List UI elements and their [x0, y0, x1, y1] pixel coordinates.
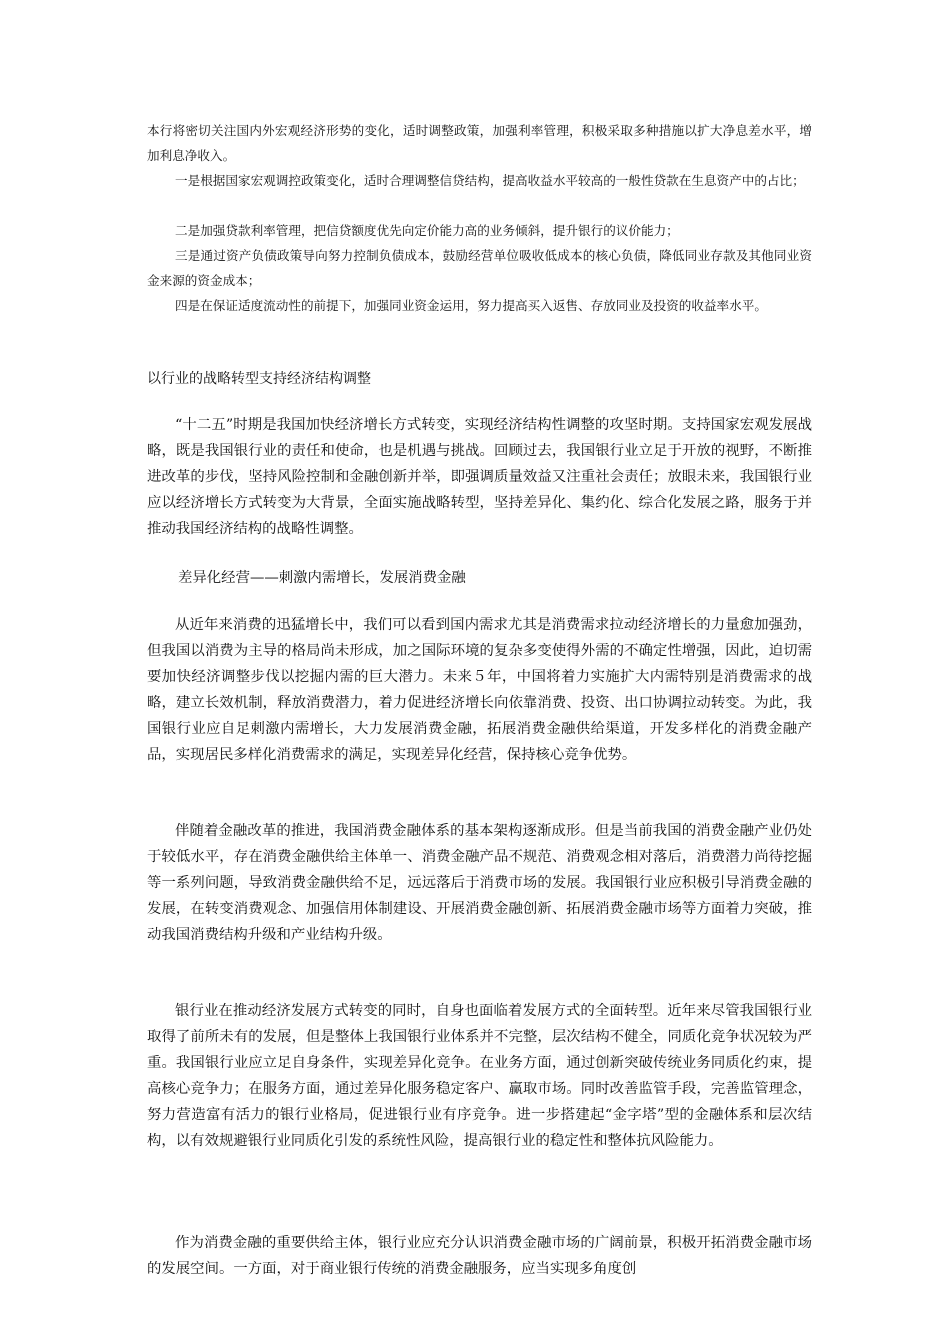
body-paragraph-banking-transformation: 银行业在推动经济发展方式转变的同时，自身也面临着发展方式的全面转型。近年来尽管我国银行业取得了前所未有的发展，但是整体上我国银行业体系并不完整，层次结构不健全，同质化竞争状况较为严重。我国银行业应立足自身条件，实现差异化竞争。在业务方面，通过创新突破传统业务同质化约束，提高核心竞争力；在服务方面，通过差异化服务稳定客户、赢取市场。同时改善监管手段，完善监管理念，努力营造富有活力的银行业格局，促进银行业有序竞争。进一步搭建起“金字塔”型的金融体系和层次结构，以有效规避银行业同质化引发的系统性风险，提高银行业的稳定性和整体抗风险能力。 — [147, 1003, 812, 1149]
sub-heading: 差异化经营——刺激内需增长，发展消费金融 — [178, 570, 466, 586]
body-paragraph-consumer-finance: 伴随着金融改革的推进，我国消费金融体系的基本架构逐渐成形。但是当前我国的消费金融产业仍处于较低水平，存在消费金融供给主体单一、消费金融产品不规范、消费观念相对落后，消费潜力尚待挖掘等一系列问题，导致消费金融供给不足，远远落后于消费市场的发展。我国银行业应积极引导消费金融的发展，在转变消费观念、加强信用体制建设、开展消费金融创新、拓展消费金融市场等方面着力突破，推动我国消费结构升级和产业结构升级。 — [147, 823, 812, 943]
paragraph-item-four: 四是在保证适度流动性的前提下，加强同业资金运用，努力提高买入返售、存放同业及投资的收益率水平。 — [175, 298, 767, 313]
section-heading: 以行业的战略转型支持经济结构调整 — [147, 371, 371, 387]
body-paragraph-supply-subject: 作为消费金融的重要供给主体，银行业应充分认识消费金融市场的广阔前景，积极开拓消费金融市场的发展空间。一方面，对于商业银行传统的消费金融服务，应当实现多角度创 — [147, 1235, 812, 1277]
paragraph-item-three: 三是通过资产负债政策导向努力控制负债成本，鼓励经营单位吸收低成本的核心负债，降低同业存款及其他同业资金来源的资金成本； — [147, 248, 812, 288]
paragraph-interest-margin: 本行将密切关注国内外宏观经济形势的变化，适时调整政策，加强利率管理，积极采取多种措施以扩大净息差水平，增加利息净收入。 — [147, 123, 812, 163]
body-paragraph-consumption: 从近年来消费的迅猛增长中，我们可以看到国内需求尤其是消费需求拉动经济增长的力量愈加强劲，但我国以消费为主导的格局尚未形成，加之国际环境的复杂多变使得外需的不确定性增强，因此，迫切需要加快经济调整步伐以挖掘内需的巨大潜力。未来５年，中国将着力实施扩大内需特别是消费需求的战略，建立长效机制，释放消费潜力，着力促进经济增长向依靠消费、投资、出口协调拉动转变。为此，我国银行业应自足刺激内需增长，大力发展消费金融，拓展消费金融供给渠道，开发多样化的消费金融产品，实现居民多样化消费需求的满足，实现差异化经营，保持核心竞争优势。 — [147, 617, 812, 763]
paragraph-item-one: 一是根据国家宏观调控政策变化，适时合理调整信贷结构，提高收益水平较高的一般性贷款在生息资产中的占比； — [175, 173, 805, 188]
paragraph-item-two: 二是加强贷款利率管理，把信贷额度优先向定价能力高的业务倾斜，提升银行的议价能力； — [175, 223, 679, 238]
intro-paragraph: “十二五”时期是我国加快经济增长方式转变，实现经济结构性调整的攻坚时期。支持国家宏观发展战略，既是我国银行业的责任和使命，也是机遇与挑战。回顾过去，我国银行业立足于开放的视野，不断推进改革的步伐，坚持风险控制和金融创新并举，即强调质量效益又注重社会责任；放眼未来，我国银行业应以经济增长方式转变为大背景，全面实施战略转型，坚持差异化、集约化、综合化发展之路，服务于并推动我国经济结构的战略性调整。 — [147, 417, 812, 537]
